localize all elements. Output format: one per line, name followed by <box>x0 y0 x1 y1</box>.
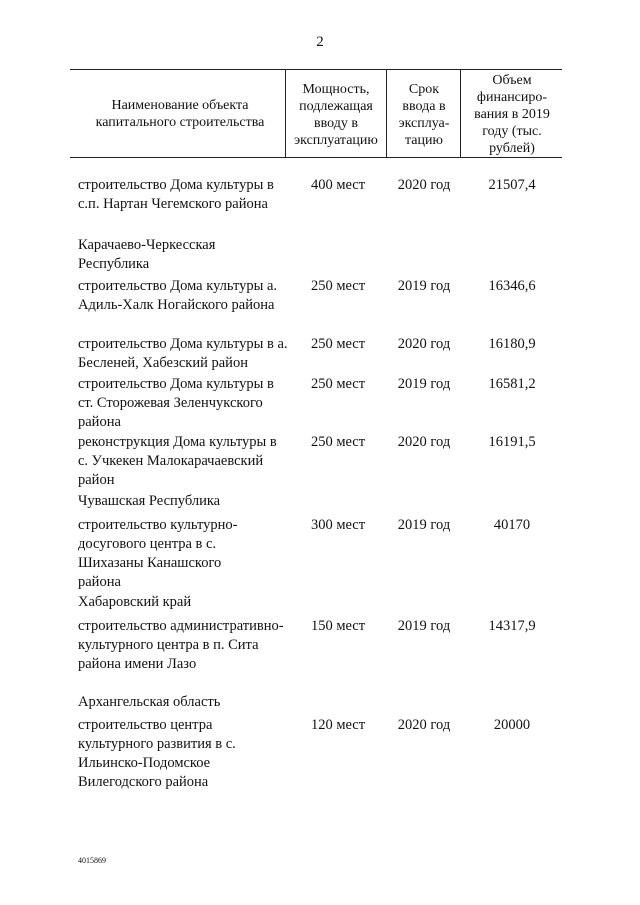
page-number: 2 <box>316 34 324 50</box>
row-financing: 20000 <box>493 717 531 733</box>
column-divider <box>386 69 387 157</box>
row-name: строительство административно-культурного центра в п. Сита района имени Лазо <box>78 618 284 672</box>
row-term: 2020 год <box>397 717 451 733</box>
row-financing: 16180,9 <box>488 336 536 352</box>
row-name: реконструкция Дома культуры в с. Учкекен Малокарачаевский район <box>78 434 277 488</box>
row-name: строительство Дома культуры в ст. Сторожевая Зеленчукского района <box>78 376 274 430</box>
row-financing: 21507,4 <box>488 177 536 193</box>
header-name: Наименование объекта капитального строительства <box>95 98 265 130</box>
row-capacity: 250 мест <box>310 434 366 450</box>
header-capacity: Мощность, подлежащая вводу в эксплуатацию <box>294 82 378 148</box>
row-capacity: 250 мест <box>310 336 366 352</box>
row-name: строительство Дома культуры а. Адиль-Халк Ногайского района <box>78 278 278 313</box>
row-term: 2019 год <box>397 278 451 294</box>
row-name: строительство центра культурного развития в с. Ильинско-Подомское Вилегодского района <box>78 717 236 790</box>
column-divider <box>460 69 461 157</box>
row-financing: 40170 <box>493 517 531 533</box>
row-capacity: 250 мест <box>310 278 366 294</box>
table-top-rule <box>70 69 562 70</box>
header-financing: Объем финансиро-вания в 2019 году (тыс. рублей) <box>474 73 550 156</box>
row-name: строительство Дома культуры в а. Бесленей, Хабезский район <box>78 336 288 371</box>
table-header-rule <box>70 157 562 158</box>
row-capacity: 150 мест <box>310 618 366 634</box>
region-heading: Карачаево-Черкесская Республика <box>78 237 216 272</box>
region-heading: Архангельская область <box>78 694 221 710</box>
row-term: 2020 год <box>397 336 451 352</box>
row-term: 2019 год <box>397 376 451 392</box>
row-financing: 16191,5 <box>488 434 536 450</box>
region-heading: Хабаровский край <box>78 594 192 610</box>
row-term: 2020 год <box>397 177 451 193</box>
row-name: строительство Дома культуры в с.п. Нартан Чегемского района <box>78 177 274 212</box>
row-financing: 16346,6 <box>488 278 536 294</box>
row-term: 2019 год <box>397 618 451 634</box>
row-capacity: 250 мест <box>310 376 366 392</box>
row-capacity: 400 мест <box>310 177 366 193</box>
row-capacity: 120 мест <box>310 717 366 733</box>
row-financing: 16581,2 <box>488 376 536 392</box>
document-code: 4015869 <box>78 856 106 865</box>
row-term: 2019 год <box>397 517 451 533</box>
row-name: строительство культурно-досугового центра в с. Шихазаны Канашского района <box>78 517 238 590</box>
row-capacity: 300 мест <box>310 517 366 533</box>
row-term: 2020 год <box>397 434 451 450</box>
header-term: Срок ввода в эксплуа-тацию <box>398 82 450 148</box>
region-heading: Чувашская Республика <box>78 493 221 509</box>
row-financing: 14317,9 <box>488 618 536 634</box>
column-divider <box>285 69 286 157</box>
